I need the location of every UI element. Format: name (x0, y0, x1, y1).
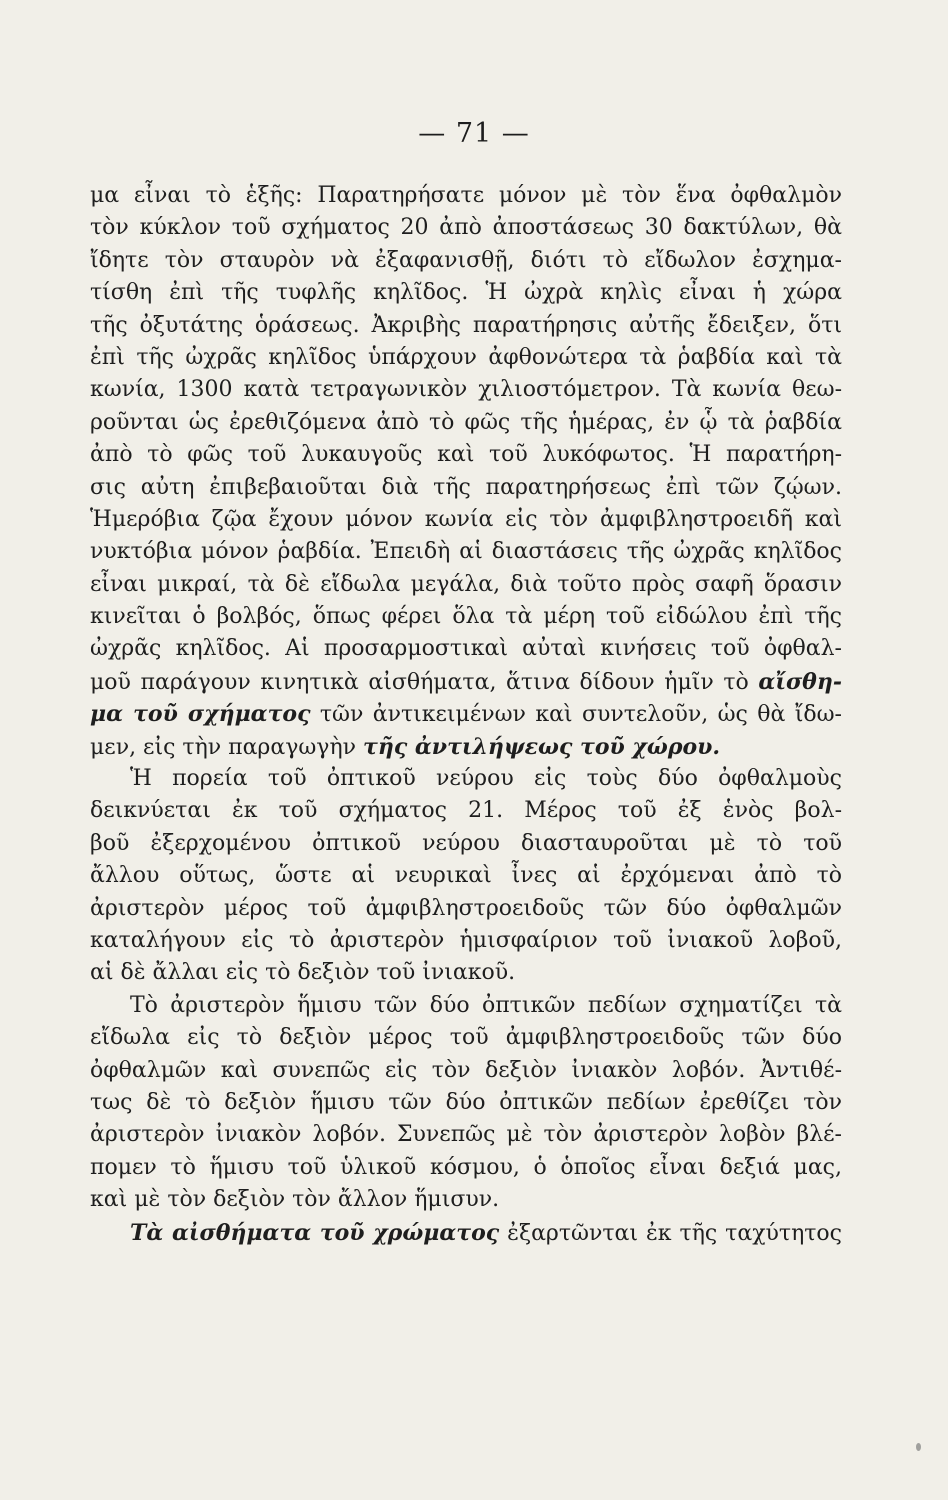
text-line (90, 925, 842, 957)
text-line (90, 536, 842, 568)
text-segment: ἐξαρτῶνται ἐκ τῆς ταχύτητος (499, 1220, 842, 1246)
text-segment: σις αὐτη ἐπιβεβαιοῦται διὰ τῆς παρατηρήσεως ἐπὶ τῶν ζῴων. (90, 474, 842, 500)
text-line (90, 731, 842, 763)
text-line (90, 310, 842, 342)
text-line (90, 795, 842, 827)
text-segment: τὸν κύκλον τοῦ σχήματος 20 ἀπὸ ἀποστάσεως 30 δακτύλων, θὰ (90, 215, 842, 241)
text-line (90, 277, 842, 309)
emphasis-text: μα τοῦ σχήματος (90, 701, 311, 728)
text-line (90, 439, 842, 471)
text-segment: ὠχρᾶς κηλῖδος. Αἱ προσαρμοστικαὶ αὐταὶ κινήσεις τοῦ ὀφθαλ- (90, 636, 842, 662)
text-line (90, 1022, 842, 1054)
text-segment: εἴδωλα εἰς τὸ δεξιὸν μέρος τοῦ ἀμφιβληστροειδοῦς τῶν δύο (90, 1025, 842, 1051)
emphasis-text: τῆς ἀντιλήψεως τοῦ χώρου. (363, 733, 721, 760)
text-line (90, 1119, 842, 1151)
text-line (90, 990, 842, 1022)
text-line (90, 342, 842, 374)
text-segment: καταλήγουν εἰς τὸ ἀριστερὸν ἡμισφαίριον τοῦ ἰνιακοῦ λοβοῦ, (90, 927, 842, 953)
text-segment: βοῦ ἐξερχομένου ὀπτικοῦ νεύρου διασταυροῦται μὲ τὸ τοῦ (90, 830, 842, 856)
text-segment: τῆς ὀξυτάτης ὁράσεως. Ἀκριβὴς παρατήρησις αὐτῆς ἔδειξεν, ὅτι (90, 312, 842, 338)
text-line (90, 828, 842, 860)
text-segment: Ἡ πορεία τοῦ ὀπτικοῦ νεύρου εἰς τοὺς δύο ὀφθαλμοὺς (130, 766, 842, 792)
text-line (90, 666, 842, 698)
text-segment: ἀπὸ τὸ φῶς τοῦ λυκαυγοῦς καὶ τοῦ λυκόφωτος. Ἡ παρατήρη- (90, 442, 842, 468)
text-segment: καὶ μὲ τὸν δεξιὸν τὸν ἄλλον ἥμισυν. (90, 1187, 500, 1213)
text-line (90, 1087, 842, 1119)
text-segment: τως δὲ τὸ δεξιὸν ἥμισυ τῶν δύο ὀπτικῶν πεδίων ἐρεθίζει τὸν (90, 1089, 842, 1115)
emphasis-text: Τὰ αἰσθήματα τοῦ χρώματος (130, 1219, 500, 1246)
text-segment: ἴδητε τὸν σταυρὸν νὰ ἐξαφανισθῇ, διότι τὸ εἴδωλον ἐσχημα- (90, 247, 842, 273)
text-segment: αἱ δὲ ἄλλαι εἰς τὸ δεξιὸν τοῦ ἰνιακοῦ. (90, 960, 516, 986)
text-segment: κινεῖται ὁ βολβός, ὅπως φέρει ὅλα τὰ μέρη τοῦ εἰδώλου ἐπὶ τῆς (90, 604, 842, 630)
text-segment: εἶναι μικραί, τὰ δὲ εἴδωλα μεγάλα, διὰ τοῦτο πρὸς σαφῆ ὅρασιν (90, 571, 842, 597)
text-segment: ὀφθαλμῶν καὶ συνεπῶς εἰς τὸν δεξιὸν ἰνιακὸν λοβόν. Ἀντιθέ- (90, 1057, 842, 1083)
text-line (90, 601, 842, 633)
text-line (90, 860, 842, 892)
text-segment: μεν, εἰς τὴν παραγωγὴν (90, 734, 364, 760)
text-line (90, 633, 842, 665)
text-segment: νυκτόβια μόνον ῥαβδία. Ἐπειδὴ αἱ διαστάσεις τῆς ὠχρᾶς κηλῖδος (90, 539, 842, 565)
text-segment: μα εἶναι τὸ ἑξῆς: Παρατηρήσατε μόνον μὲ τὸν ἕνα ὀφθαλμὸν (90, 183, 842, 208)
emphasis-text: αἴσθη- (758, 668, 842, 695)
text-line (90, 212, 842, 244)
text-line (90, 407, 842, 439)
text-segment: ἄλλου οὕτως, ὥστε αἱ νευρικαὶ ἶνες αἱ ἐρχόμεναι ἀπὸ τὸ (90, 863, 842, 889)
text-line (90, 245, 842, 277)
text-segment: δεικνύεται ἐκ τοῦ σχήματος 21. Μέρος τοῦ ἐξ ἑνὸς βολ- (90, 798, 842, 824)
text-segment: ροῦνται ὡς ἐρεθιζόμενα ἀπὸ τὸ φῶς τῆς ἡμέρας, ἐν ᾧ τὰ ῥαβδία (90, 409, 842, 435)
text-segment: ἀριστερὸν ἰνιακὸν λοβόν. Συνεπῶς μὲ τὸν ἀριστερὸν λοβὸν βλέ- (90, 1122, 842, 1148)
text-line (90, 472, 842, 504)
text-segment: πομεν τὸ ἥμισυ τοῦ ὑλικοῦ κόσμου, ὁ ὁποῖος εἶναι δεξιά μας, (90, 1154, 842, 1180)
text-line (90, 1055, 842, 1087)
text-line (90, 504, 842, 536)
text-line (90, 893, 842, 925)
text-segment: ἐπὶ τῆς ὠχρᾶς κηλῖδος ὑπάρχουν ἀφθονώτερα τὰ ῥαβδία καὶ τὰ (90, 344, 842, 370)
text-line (90, 180, 842, 212)
text-segment: κωνία, 1300 κατὰ τετραγωνικὸν χιλιοστόμετρον. Τὰ κωνία θεω- (90, 377, 842, 403)
text-segment: ἀριστερὸν μέρος τοῦ ἀμφιβληστροειδοῦς τῶν δύο ὀφθαλμῶν (90, 895, 842, 921)
text-segment: τίσθη ἐπὶ τῆς τυφλῆς κηλῖδος. Ἡ ὠχρὰ κηλὶς εἶναι ἡ χώρα (90, 280, 842, 306)
text-line (90, 698, 842, 730)
text-segment: μοῦ παράγουν κινητικὰ αἰσθήματα, ἅτινα δίδουν ἡμῖν τὸ (90, 669, 759, 695)
text-line (90, 763, 842, 795)
paper-speck (916, 1443, 921, 1451)
text-segment: τῶν ἀντικειμένων καὶ συντελοῦν, ὡς θὰ ἴδω- (310, 702, 842, 728)
text-line (90, 1184, 842, 1216)
text-line (90, 1217, 842, 1249)
text-line (90, 1152, 842, 1184)
text-segment: Ἡμερόβια ζῷα ἔχουν μόνον κωνία εἰς τὸν ἀμφιβληστροειδῆ καὶ (90, 506, 842, 532)
text-line (90, 957, 842, 989)
page-number: — 71 — (418, 118, 530, 149)
text-line (90, 374, 842, 406)
text-segment: Τὸ ἀριστερὸν ἥμισυ τῶν δύο ὀπτικῶν πεδίων σχηματίζει τὰ (130, 992, 842, 1018)
text-line (90, 569, 842, 601)
body-text (90, 180, 842, 1249)
